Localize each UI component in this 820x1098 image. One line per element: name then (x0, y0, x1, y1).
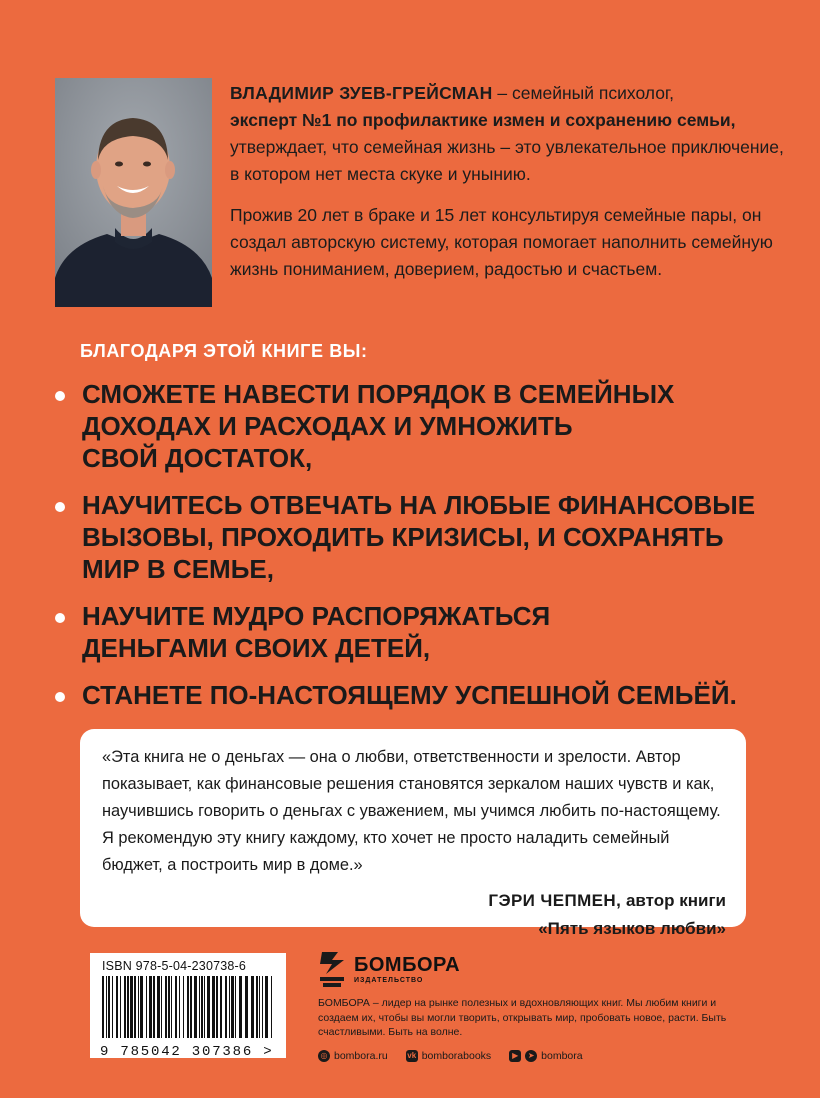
benefit-line: СТАНЕТЕ ПО-НАСТОЯЩЕМУ УСПЕШНОЙ СЕМЬЁЙ. (82, 680, 737, 710)
barcode-bar (231, 976, 234, 1038)
author-portrait-image (55, 78, 212, 307)
benefit-item (55, 679, 775, 711)
barcode-bar (183, 976, 184, 1038)
author-bio (230, 80, 790, 297)
barcode-bar (171, 976, 172, 1038)
social-instagram[interactable] (318, 1050, 388, 1062)
bullet-icon (55, 692, 65, 702)
barcode-digits: 9 785042 307386 > (100, 1044, 274, 1060)
barcode-bar (120, 976, 121, 1038)
publisher-socials (318, 1050, 748, 1062)
barcode-bar (225, 976, 227, 1038)
instagram-icon: ◎ (318, 1050, 330, 1062)
barcode-bar (216, 976, 218, 1038)
author-title: – семейный психолог, (492, 83, 675, 103)
benefits-title: БЛАГОДАРЯ ЭТОЙ КНИГЕ ВЫ: (80, 341, 368, 361)
barcode-bar (157, 976, 160, 1038)
barcode-bars (100, 976, 276, 1038)
barcode-bar (239, 976, 242, 1038)
testimonial-author-role: автор книги (621, 891, 726, 910)
barcode-bar (102, 976, 104, 1038)
testimonial-attribution (102, 887, 726, 943)
barcode-bar (190, 976, 192, 1038)
barcode-bar (140, 976, 143, 1038)
barcode-block (90, 953, 286, 1058)
benefit-line: ДЕНЬГАМИ СВОИХ ДЕТЕЙ, (82, 633, 431, 663)
barcode-bar (168, 976, 170, 1038)
bullet-icon (55, 502, 65, 512)
barcode-bar (235, 976, 236, 1038)
barcode-bar (153, 976, 155, 1038)
barcode-bar (124, 976, 126, 1038)
barcode-bar (229, 976, 230, 1038)
benefit-item (55, 489, 775, 585)
author-photo (55, 78, 212, 307)
testimonial-text: «Эта книга не о деньгах — она о любви, ответственности и зрелости. Автор показывает, как финансовые решения становятся зеркалом наших чувств и как, научившись говорить о деньгах с уважением, мы учимся любить по-настоящему. Я рекомендую эту книгу каждому, кто хочет не просто наладить семейный бюджет, а построить мир в доме.» (102, 748, 721, 874)
barcode-bar (146, 976, 147, 1038)
barcode-bar (165, 976, 167, 1038)
author-expertise: эксперт №1 по профилактике измен и сохранению семьи, (230, 110, 736, 130)
barcode-bar (256, 976, 258, 1038)
barcode-bar (251, 976, 254, 1038)
barcode-bar (265, 976, 268, 1038)
social-vk[interactable] (406, 1050, 491, 1062)
bullet-icon (55, 613, 65, 623)
barcode-bar (127, 976, 129, 1038)
barcode-bar (245, 976, 248, 1038)
barcode-bar (194, 976, 197, 1038)
benefit-line: НАУЧИТЕСЬ ОТВЕЧАТЬ НА ЛЮБЫЕ ФИНАНСОВЫЕ (82, 490, 756, 520)
barcode-bar (175, 976, 177, 1038)
barcode-bar (130, 976, 133, 1038)
barcode-bar (149, 976, 152, 1038)
benefit-item (55, 378, 775, 474)
bio-paragraph-2: Прожив 20 лет в браке и 15 лет консультируя семейные пары, он создал авторскую систему, которая помогает наполнить семейную жизнь пониманием, доверием, радостью и счастьем. (230, 205, 773, 279)
barcode-bar (201, 976, 203, 1038)
barcode-bar (134, 976, 136, 1038)
testimonial-book-title: «Пять языков любви» (538, 919, 726, 938)
barcode-bar (207, 976, 210, 1038)
barcode-bar (138, 976, 139, 1038)
bullet-icon (55, 391, 65, 401)
isbn-label: ISBN 978-5-04-230738-6 (102, 959, 247, 973)
publisher-subtitle: ИЗДАТЕЛЬСТВО (354, 976, 424, 984)
youtube-icon: ▶ (509, 1050, 521, 1062)
benefits-list (55, 378, 775, 726)
benefit-line: МИР В СЕМЬЕ, (82, 554, 274, 584)
barcode-bar (116, 976, 118, 1038)
testimonial-box (80, 729, 746, 938)
barcode-bar (161, 976, 162, 1038)
benefit-line: СВОЙ ДОСТАТОК, (82, 443, 313, 473)
bio-rest: утверждает, что семейная жизнь – это увлекательное приключение, в котором нет места скуке и унынию. (230, 137, 784, 184)
benefit-line: ВЫЗОВЫ, ПРОХОДИТЬ КРИЗИСЫ, И СОХРАНЯТЬ (82, 522, 724, 552)
publisher-block (318, 948, 748, 1062)
barcode-bar (112, 976, 113, 1038)
author-name: ВЛАДИМИР ЗУЕВ-ГРЕЙСМАН (230, 83, 493, 103)
barcode-bar (108, 976, 110, 1038)
barcode-bar (106, 976, 107, 1038)
barcode-bar (259, 976, 260, 1038)
telegram-icon: ➤ (525, 1050, 537, 1062)
vk-icon: vk (407, 1051, 417, 1060)
barcode-bar (179, 976, 180, 1038)
benefit-line: ДОХОДАХ И РАСХОДАХ И УМНОЖИТЬ (82, 411, 573, 441)
barcode-bar (271, 976, 272, 1038)
bio-paragraph-1 (230, 80, 790, 188)
barcode-bar (212, 976, 215, 1038)
publisher-logo (318, 948, 748, 990)
benefit-line: СМОЖЕТЕ НАВЕСТИ ПОРЯДОК В СЕМЕЙНЫХ (82, 379, 675, 409)
benefit-item (55, 600, 775, 664)
barcode-bar (199, 976, 200, 1038)
social-label: bomborabooks (421, 1049, 492, 1062)
bombora-logo-icon (318, 950, 348, 988)
barcode-bar (220, 976, 222, 1038)
testimonial-author-name: ГЭРИ ЧЕПМЕН, (488, 891, 622, 910)
barcode-bar (204, 976, 205, 1038)
publisher-description: БОМБОРА – лидер на рынке полезных и вдохновляющих книг. Мы любим книги и создаем их, чтобы вы могли творить, открывать мир, пробовать новое, расти. Быть счастливыми. Быть на волне. (318, 997, 727, 1038)
social-label: bombora.ru (334, 1049, 388, 1062)
social-label: bombora (541, 1049, 583, 1062)
barcode-bar (187, 976, 189, 1038)
benefit-line: НАУЧИТЕ МУДРО РАСПОРЯЖАТЬСЯ (82, 601, 551, 631)
barcode-bar (262, 976, 263, 1038)
publisher-name: БОМБОРА (354, 953, 461, 976)
social-youtube-telegram[interactable] (509, 1050, 582, 1062)
